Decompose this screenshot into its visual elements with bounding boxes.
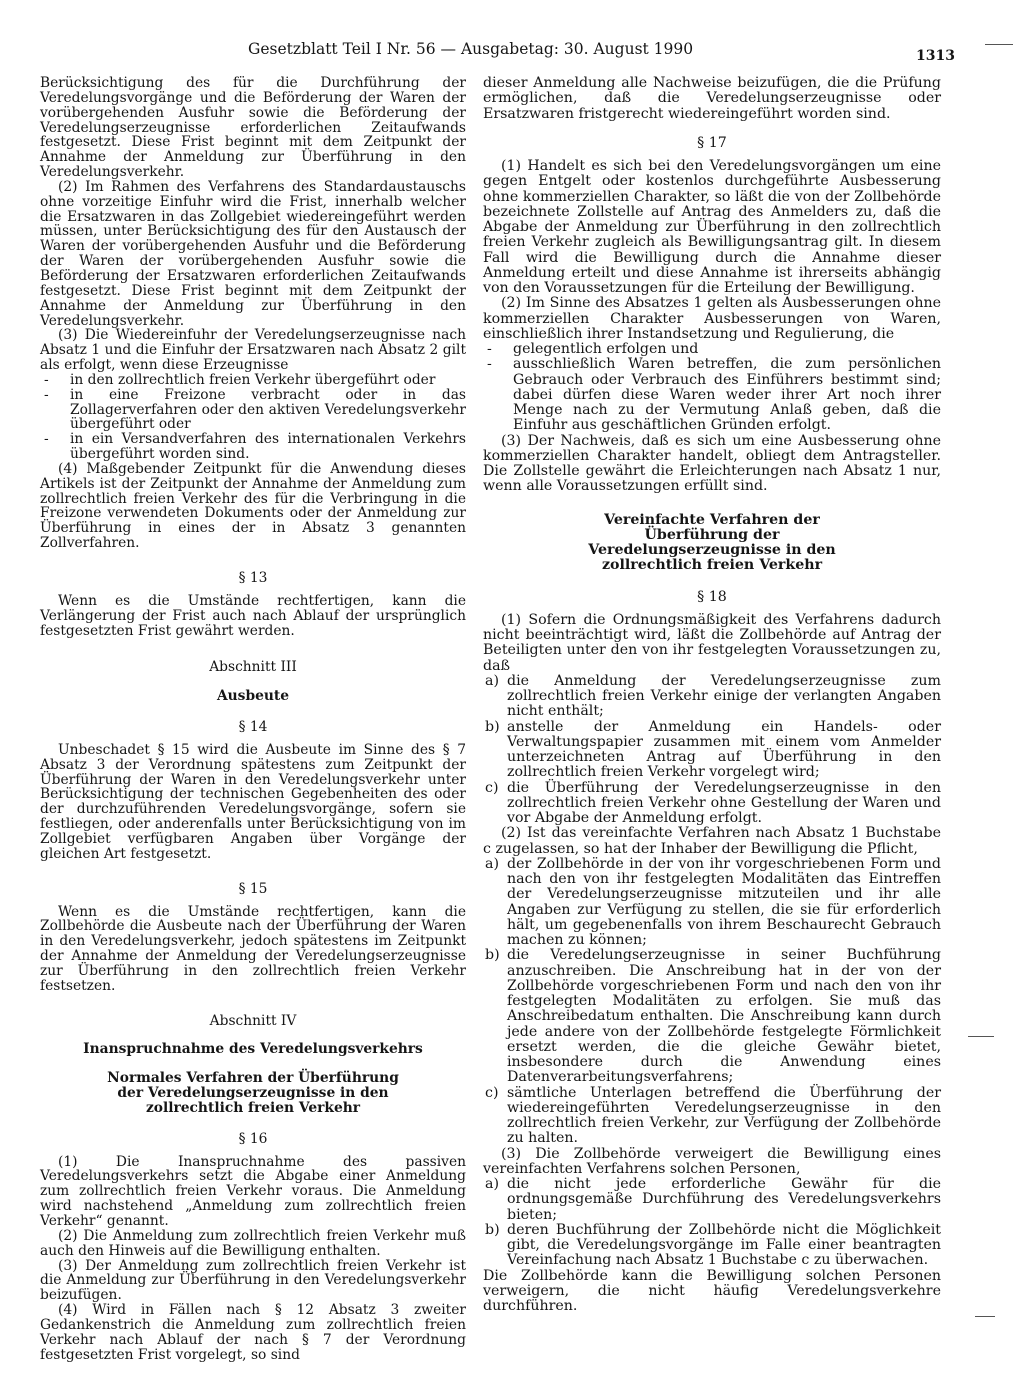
lettered-list — [483, 857, 941, 1147]
paragraph: (3) Der Anmeldung zum zollrechtlich freien Verkehr ist die Anmeldung zur Überführung in den Veredelungsverkehr beizufügen. — [40, 1257, 466, 1304]
list-label: a) — [485, 1176, 499, 1192]
paragraph: Wenn es die Umstände rechtfertigen, kann die Zollbehörde die Ausbeute nach der Überführung der Waren in den Veredelungsverkehr, jedoch spätestens im Zeitpunkt der Annahme der Anmeldung der Veredelungserzeugnisse zur Überführung in den zollrechtlich freien Verkehr festsetzen. — [40, 903, 466, 994]
margin-mark — [985, 44, 1013, 45]
dash-list — [40, 373, 466, 462]
list-text: die Überführung der Veredelungserzeugnisse in den zollrechtlich freien Verkehr ohne Gestellung der Waren und vor Abgabe der Anmeldung erfolgt. — [507, 779, 941, 826]
list-item — [483, 674, 941, 720]
list-label: b) — [485, 718, 500, 735]
margin-mark — [975, 1316, 995, 1317]
list-item: - ausschließlich Waren betreffen, die zum persönlichen Gebrauch oder Verbrauch des Einführers bestimmt sind; dabei dürfen diese Waren weder ihrer Art noch ihrer Menge nach zu der Vermutung Anlaß geben, daß die Einfuhr aus geschäftlichen Gründen erfolgt. — [483, 357, 941, 433]
chapter-label: Abschnitt III — [209, 659, 297, 676]
list-text: die Veredelungserzeugnisse in seiner Buchführung anzuschreiben. Die Anschreibung hat in der von der Zollbehörde vorgeschriebenen Form und nach den von ihr festgelegten Modalitäten zu erfolgen. Sie muß das Anschreibedatum enthalten. Die Anschreibung kann durch jede andere von der Zollbehörde festgelegte Förmlichkeit ersetzt werden, die die gleiche Gewähr bietet, insbesondere durch die Anwendung eines Datenverarbeitungsverfahrens; — [507, 947, 941, 1086]
list-text: die nicht jede erforderliche Gewähr für die ordnungsgemäße Durchführung des Veredelungsverkehrs bieten; — [507, 1176, 941, 1223]
chapter-label: Abschnitt IV — [209, 1012, 297, 1029]
chapter-title: Inanspruchnahme des Veredelungsverkehrs — [83, 1041, 423, 1058]
paragraph: (3) Die Zollbehörde verweigert die Bewilligung eines vereinfachten Verfahrens solchen Personen, — [483, 1145, 941, 1177]
list-text: der Zollbehörde in der von ihr vorgeschriebenen Form und nach den von ihr festgelegten Modalitäten das Eintreffen der Veredelungserzeugnisse mitzuteilen und ihr alle Angaben zur Verfügung zu stellen, die sie für erforderlich hält, um gegebenenfalls von ihrem Beschaurecht Gebrauch machen zu können; — [507, 855, 941, 948]
subheading: Vereinfachte Verfahren der Überführung der Veredelungserzeugnisse in den zollrechtlich freien Verkehr — [588, 511, 836, 574]
paragraph: (4) Wird in Fällen nach § 12 Absatz 3 zweiter Gedankenstrich die Anmeldung zum zollrechtlich freien Verkehr nach Ablauf der nach § 7 der Verordnung festgesetzten Frist vorgelegt, so sind — [40, 1302, 466, 1363]
list-item: - gelegentlich erfolgen und — [483, 342, 941, 357]
paragraph: (3) Die Wiedereinfuhr der Veredelungserzeugnisse nach Absatz 1 und die Einfuhr der Ersatzwaren nach Absatz 2 gilt als erfolgt, wenn diese Erzeugnisse — [40, 327, 466, 374]
margin-mark — [968, 1036, 994, 1037]
paragraph: (4) Maßgebender Zeitpunkt für die Anwendung dieses Artikels ist der Zeitpunkt der Annahme der Anmeldung zum zollrechtlich freien Verkehr des für die Verbringung in die Freizone verwendeten Dokuments oder der Anmeldung zur Überführung in eines der in Absatz 3 genannten Zollverfahren. — [40, 460, 466, 552]
section-title: § 17 — [697, 134, 727, 151]
list-item — [483, 948, 941, 1085]
section-title: § 16 — [238, 1130, 268, 1147]
list-item — [483, 781, 941, 827]
list-item: - in ein Versandverfahren des internationalen Verkehrs übergeführt worden sind. — [40, 432, 466, 462]
lettered-list — [483, 674, 941, 827]
paragraph: (2) Im Rahmen des Verfahrens des Standardaustauschs ohne vorzeitige Einfuhr wird die Frist, innerhalb welcher die Ersatzwaren in das Zollgebiet wiedereingeführt werden müssen, unter Berücksichtigung des für den Austausch der Waren der vorübergehenden Ausfuhr und die Beförderung der Waren der vorübergehenden Ausfuhr sowie die Beförderung der Ersatzwaren erforderlichen Zeitaufwands festgesetzt. Diese Frist beginnt mit dem Zeitpunkt der Annahme der Anmeldung zur Überführung in den Veredelungsverkehr. — [40, 178, 466, 329]
page-header — [0, 40, 1024, 70]
dash-list — [483, 342, 941, 434]
section-title: § 14 — [238, 719, 268, 736]
paragraph: (2) Im Sinne des Absatzes 1 gelten als Ausbesserungen ohne kommerziellen Charakter Ausbesserungen von Waren, einschließlich ihrer Instandsetzung und Regulierung, die — [483, 295, 941, 342]
header-title: Gesetzblatt Teil I Nr. 56 — Ausgabetag: 30. August 1990 — [248, 40, 694, 58]
paragraph: Die Zollbehörde kann die Bewilligung solchen Personen verweigern, die nicht häufig Veredelungsverkehre durchführen. — [483, 1267, 941, 1314]
page-number: 1313 — [916, 48, 955, 64]
paragraph: (1) Sofern die Ordnungsmäßigkeit des Verfahrens dadurch nicht beeinträchtigt wird, läßt die Zollbehörde auf Antrag der Beteiligten unter den von ihr festgelegten Voraussetzungen zu, daß — [483, 611, 941, 674]
paragraph: (1) Die Inanspruchnahme des passiven Veredelungsverkehrs setzt die Abgabe einer Anmeldung zum zollrechtlich freien Verkehr voraus. Die Anmeldung wird nachstehend „Anmeldung zum zollrechtlich freien Verkehr“ genannt. — [40, 1153, 466, 1229]
list-label: b) — [485, 947, 500, 964]
list-item: - in den zollrechtlich freien Verkehr übergeführt oder — [40, 373, 466, 388]
list-item — [483, 1177, 941, 1223]
chapter-title: Ausbeute — [216, 688, 290, 705]
list-label: a) — [485, 672, 499, 689]
list-item — [483, 1223, 941, 1269]
paragraph: Unbeschadet § 15 wird die Ausbeute im Sinne des § 7 Absatz 3 der Verordnung spätestens zum Zeitpunkt der Überführung der Waren in den Veredelungsverkehr unter Berücksichtigung der technischen Gegebenheiten des oder der durchzuführenden Veredelungsvorgänge, sofern sie festliegen, oder anderenfalls unter Berücksichtigung von im Zollgebiet verfügbaren Angaben über Vorgänge der gleichen Art festgesetzt. — [40, 741, 466, 862]
paragraph: (3) Der Nachweis, daß es sich um eine Ausbesserung ohne kommerziellen Charakter handelt, obliegt dem Antragsteller. Die Zollstelle gewährt die Erleichterungen nach Absatz 1 nur, wenn alle Voraussetzungen erfüllt sind. — [483, 432, 941, 495]
list-text: die Anmeldung der Veredelungserzeugnisse zum zollrechtlich freien Verkehr einige der verlangten Angaben nicht enthält; — [507, 672, 941, 720]
list-label: c) — [485, 779, 499, 796]
paragraph: Berücksichtigung des für die Durchführung der Veredelungsvorgänge und die Beförderung der Waren der vorübergehenden Ausfuhr sowie die Beförderung der Veredelungserzeugnisse erforderlichen Zeitaufwands festgesetzt. Diese Frist beginnt mit dem Zeitpunkt der Annahme der Anmeldung zur Überführung in den Veredelungsverkehr. — [40, 75, 466, 181]
right-column — [483, 76, 941, 1314]
list-label: c) — [485, 1084, 499, 1101]
paragraph: (2) Die Anmeldung zum zollrechtlich freien Verkehr muß auch den Hinweis auf die Bewilligung enthalten. — [40, 1227, 466, 1259]
section-title: § 18 — [697, 588, 727, 605]
section-title: § 13 — [238, 570, 268, 586]
section-title: § 15 — [238, 880, 268, 897]
list-item — [483, 1086, 941, 1147]
paragraph: Wenn es die Umstände rechtfertigen, kann die Verlängerung der Frist auch nach Ablauf der ursprünglich festgesetzten Frist gewährt werden. — [40, 592, 466, 639]
paragraph: (1) Handelt es sich bei den Veredelungsvorgängen um eine gegen Entgelt oder kostenlos durchgeführte Ausbesserung ohne kommerziellen Charakter, so läßt die von der Zollbehörde bezeichnete Zollstelle auf Antrag des Anmelders zu, daß die Abgabe der Anmeldung zur Überführung in den zollrechtlich freien Verkehr zugleich als Bewilligungsantrag gilt. In diesem Fall wird die Bewilligung durch die Annahme dieser Anmeldung erteilt und diese Annahme ist ihrerseits abhängig von den Voraussetzungen für die Erteilung der Bewilligung. — [483, 158, 941, 296]
paragraph: (2) Ist das vereinfachte Verfahren nach Absatz 1 Buchstabe c zugelassen, so hat der Inhaber der Bewilligung die Pflicht, — [483, 825, 941, 857]
subheading: Normales Verfahren der Überführung der Veredelungserzeugnisse in den zollrechtlich freien Verkehr — [107, 1070, 399, 1116]
list-text: deren Buchführung der Zollbehörde nicht die Möglichkeit gibt, die Veredelungsvorgänge im Falle einer beantragten Vereinfachung nach Absatz 1 Buchstabe c zu überwachen. — [507, 1221, 941, 1269]
list-text: sämtliche Unterlagen betreffend die Überführung der wiedereingeführten Veredelungserzeugnisse in den zollrechtlich freien Verkehr, zur Verfügung der Zollbehörde zu halten. — [507, 1084, 941, 1147]
paragraph: dieser Anmeldung alle Nachweise beizufügen, die die Prüfung ermöglichen, daß die Veredelungserzeugnisse oder Ersatzwaren fristgerecht wiedereingeführt worden sind. — [483, 75, 941, 122]
list-item — [483, 720, 941, 781]
left-column — [40, 76, 466, 1362]
list-text: anstelle der Anmeldung ein Handels- oder Verwaltungspapier zusammen mit einem vom Anmelder unterzeichneten Antrag auf Überführung in den zollrechtlich freien Verkehr vorgelegt wird; — [507, 718, 941, 781]
list-item: - in eine Freizone verbracht oder in das Zollagerverfahren oder den aktiven Veredelungsverkehr übergeführt oder — [40, 388, 466, 433]
list-label: b) — [485, 1221, 500, 1238]
lettered-list — [483, 1177, 941, 1269]
list-item — [483, 857, 941, 949]
list-label: a) — [485, 855, 499, 872]
